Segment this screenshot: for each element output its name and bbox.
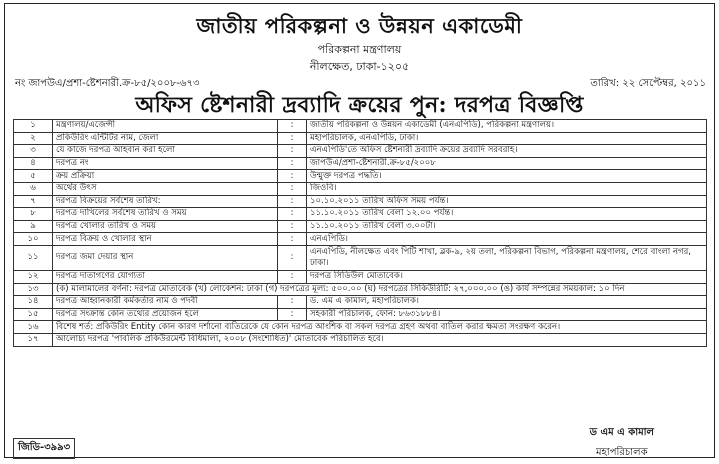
signature-block — [590, 425, 654, 462]
row-number: ১২ — [14, 270, 53, 283]
row-label: মন্ত্রণালয়/এজেন্সী — [53, 120, 278, 133]
tender-details-table — [13, 119, 707, 347]
table-row — [14, 296, 707, 309]
row-value: জাতীয় পরিকল্পনা ও উন্নয়ন একাডেমী (এনএপিডি), পরিকল্পনা মন্ত্রণালয়। — [307, 120, 707, 133]
row-value: এনএপিডি'তে অফিস ষ্টেশনারী দ্রব্যাদি ক্রয়ের দ্রব্যাদি সরবরাহ। — [307, 145, 707, 158]
table-row — [14, 245, 707, 270]
row-label: ক্রয় প্রক্রিয়া — [53, 170, 278, 183]
row-separator: : — [278, 182, 307, 195]
row-number: ৫ — [14, 170, 53, 183]
row-separator: : — [278, 145, 307, 158]
row-number: ৭ — [14, 195, 53, 208]
table-row — [14, 233, 707, 246]
row-separator: : — [278, 296, 307, 309]
table-row — [14, 321, 707, 334]
row-label: দরপত্র সংক্রান্ত কোন তথ্যের প্রয়োজন হলে — [53, 308, 278, 321]
row-label: দরপত্র জমা দেয়ার স্থান — [53, 245, 278, 270]
notice-title: অফিস ষ্টেশনারী দ্রব্যাদি ক্রয়ের পুন: দরপত্র বিজ্ঞপ্তি — [135, 92, 584, 118]
row-separator: : — [278, 157, 307, 170]
tender-notice-page — [4, 3, 715, 458]
organization-title: জাতীয় পরিকল্পনা ও উন্নয়ন একাডেমী — [196, 13, 523, 38]
row-value: ১০.১০.২০১১ তারিখ অফিস সময় পর্যন্ত। — [307, 195, 707, 208]
reference-code: জিডি-৩৯৯৩ — [13, 438, 75, 459]
row-number: ৪ — [14, 157, 53, 170]
row-value: মহাপরিচালক, এনএপিডি, ঢাকা। — [307, 132, 707, 145]
row-separator: : — [278, 120, 307, 133]
ministry-name: পরিকল্পনা মন্ত্রণালয় — [317, 43, 402, 56]
row-label: দরপত্র বিক্রয়ের সর্বশেষ তারিখ: — [53, 195, 278, 208]
row-label: অর্থের উৎস — [53, 182, 278, 195]
row-label: দরপত্র নং — [53, 157, 278, 170]
memo-number: নং জাপউএ/প্রশা-ষ্টেশনারী.ক্র-৮৫/২০০৮-৬৭৩ — [15, 78, 200, 89]
row-number: ১১ — [14, 245, 53, 270]
row-number: ১৬ — [14, 321, 53, 334]
row-number: ১৫ — [14, 308, 53, 321]
notice-date: তারিখ: ২২ সেপ্টেম্বর, ২০১১ — [590, 78, 706, 89]
row-number: ২ — [14, 132, 53, 145]
table-row — [14, 208, 707, 221]
row-separator: : — [278, 208, 307, 221]
row-separator: : — [278, 220, 307, 233]
row-number: ৯ — [14, 220, 53, 233]
signatory-name: ড এম এ কামাল — [589, 427, 654, 438]
table-row — [14, 195, 707, 208]
table-row — [14, 132, 707, 145]
signatory-designation: মহাপরিচালক — [596, 447, 648, 458]
row-label: দরপত্র বিক্রয় ও খোলার স্থান — [53, 233, 278, 246]
organization-address: নীলক্ষেত, ঢাকা-১২০৫ — [309, 60, 410, 73]
row-label: দরপত্র আহ্বানকারী কর্মকর্তার নাম ও পদবী — [53, 296, 278, 309]
row-separator: : — [278, 233, 307, 246]
row-value: দরপত্র সিডিউল মোতাবেক। — [307, 270, 707, 283]
row-value: সহকারী পরিচালক, ফোন: ৮৬৩১৮৮৪। — [307, 308, 707, 321]
row-number: ১ — [14, 120, 53, 133]
row-label: যে কাজে দরপত্র আহবান করা হলো — [53, 145, 278, 158]
row-value: জিওবি। — [307, 182, 707, 195]
row-full-text: (ক) মালামালের বর্ণনা: দরপত্র মোতাবেক (খ) লোকেশন: ঢাকা (গ) দরপত্রের মূল্য: ৫০০.০০ (ঘ) দরপত্রের সিকিউরিটি: ২৭,০০০.০০ (ঙ) কার্য সম্পন্নের সময়কাল: ১০ দিন — [53, 283, 707, 296]
table-row — [14, 308, 707, 321]
row-value: এনএপিডি। — [307, 233, 707, 246]
row-number: ১৭ — [14, 333, 53, 346]
row-separator: : — [278, 308, 307, 321]
row-value: ১১.১০.২০১১ তারিখ বেলা ৩.০০টা। — [307, 220, 707, 233]
table-row — [14, 333, 707, 346]
row-label: দরপত্র দাখিলের সর্বশেষ তারিখ ও সময় — [53, 208, 278, 221]
table-row — [14, 283, 707, 296]
row-number: ৮ — [14, 208, 53, 221]
row-separator: : — [278, 245, 307, 270]
table-row — [14, 270, 707, 283]
row-value: ১১.১০.২০১১ তারিখ বেলা ১২.০০ পর্যন্ত। — [307, 208, 707, 221]
row-label: দরপত্র খোলার তারিখ ও সময় — [53, 220, 278, 233]
table-row — [14, 120, 707, 133]
row-separator: : — [278, 270, 307, 283]
table-row — [14, 157, 707, 170]
table-row — [14, 145, 707, 158]
table-row — [14, 182, 707, 195]
row-value: জাপউএ/প্রশা-ষ্টেশনারী.ক্র-৮৫/২০০৮ — [307, 157, 707, 170]
row-full-text: আলোচ্য দরপত্র 'পাবলিক প্রকিউরমেন্ট বিধিমালা, ২০০৮ (সংশোধিত)' মোতাবেক পরিচালিত হবে। — [53, 333, 707, 346]
row-number: ৬ — [14, 182, 53, 195]
row-value: ড. এম এ কামাল, মহাপরিচালক। — [307, 296, 707, 309]
row-label: দরপত্র দাতাগণের যোগ্যতা — [53, 270, 278, 283]
row-separator: : — [278, 132, 307, 145]
row-value: উন্মুক্ত দরপত্র পদ্ধতি। — [307, 170, 707, 183]
row-separator: : — [278, 195, 307, 208]
row-full-text: বিশেষ শর্ত: প্রকিউরিং Entity কোন কারণ দর্শানো ব্যতিরেকে যে কোন দরপত্র আংশিক বা সকল দরপত্র গ্রহণ অথবা বাতিল করার ক্ষমতা সংরক্ষণ করেন। — [53, 321, 707, 334]
row-number: ৩ — [14, 145, 53, 158]
row-separator: : — [278, 170, 307, 183]
row-number: ১৩ — [14, 283, 53, 296]
table-row — [14, 220, 707, 233]
row-number: ১৪ — [14, 296, 53, 309]
row-number: ১০ — [14, 233, 53, 246]
row-label: প্রকিউরিং এন্টিটির নাম, জেলা — [53, 132, 278, 145]
row-value: এনএপিডি, নীলক্ষেত এবং পিটি শাখা, ব্লক-৯, ২য় তলা, পরিকল্পনা বিভাগ, পরিকল্পনা মন্ত্রণালয়, শেরে বাংলা নগর, ঢাকা। — [307, 245, 707, 270]
table-row — [14, 170, 707, 183]
